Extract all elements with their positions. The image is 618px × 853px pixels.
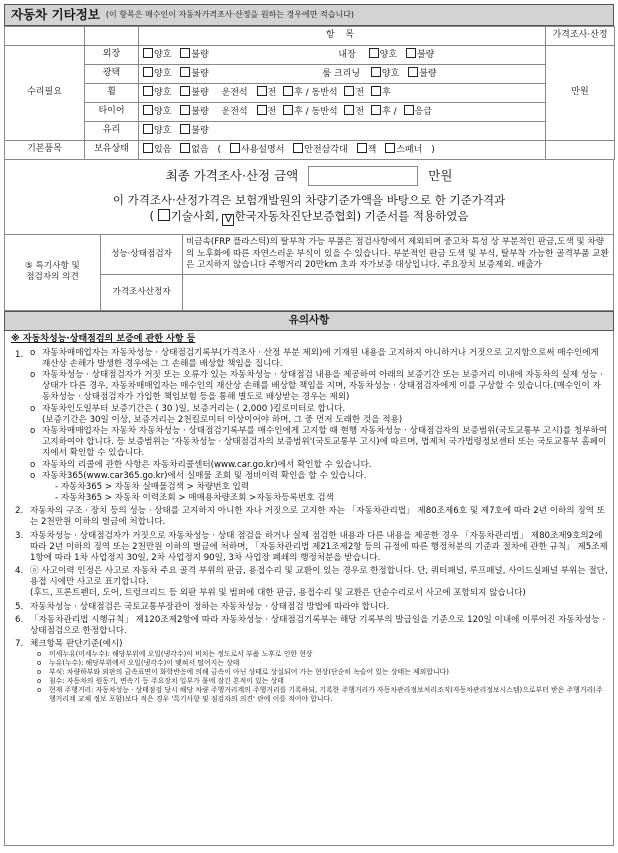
list-item: o 현재 주행거리: 자동차성능 · 상태점검 당시 해당 차량 주행거리계의 주행거리를 기록하되, 기록한 주행거리가 자동차관리정보처리조직(자동차관리정보시스템)으로부터 받은 주행거리(주행거리계 교체 정보 포함)보다 적은 경우 '특기사항 및 점검자의 의견' 란에 이를 적어야 합니다. <box>37 686 603 704</box>
list-item: o 자동차매매업자는 자동차 자동차성능 · 상태점검기록부를 매수인에게 고지할 때 현행 자동차성능 · 상태점검자의 보증범위(국토교통부 고시)를 청부하여 고지하여야 합니다. 등 보증범위는 '자동차성능 · 상태점검자의 보증범위'(국토교통부 고시)에 따르며, 법제처 국가법령정보센터 또는 국토교통부 홈페이지에서 확인할 수 있습니다. <box>30 426 608 459</box>
option-label: 불량 <box>191 88 209 99</box>
glass-label: 유리 <box>85 122 139 141</box>
list-item: o 미세누유(미세누수): 해당부위에 오일(냉각수)이 비치는 정도로서 부품 노후로 인한 현상 <box>37 650 313 659</box>
list-item: o 누유(누수): 해당부위에서 오일(냉각수)이 맺혀서 떨어지는 상태 <box>37 659 240 668</box>
option-label: 잭 <box>367 145 377 156</box>
option-label: 후 / <box>382 107 397 118</box>
list-item: o 자동차365(www.car365.go.kr)에서 실매물 조회 및 정비이력 확인을 할 수 있습니다. <box>30 470 367 481</box>
option-label: 스패너 <box>396 145 423 156</box>
list-item: o 부식: 차량하부와 외판의 금속표면이 화학반응에 의해 금속이 아닌 상태로 상실되어 가는 현상(단순히 녹슬어 있는 상태는 제외합니다) <box>37 668 449 677</box>
wheel-options <box>139 84 546 103</box>
opinion-label-line-1: ⑤ 특기사항 및 <box>25 261 80 272</box>
warning-triangle-checkbox[interactable] <box>293 143 303 153</box>
tire-driver-rear-checkbox[interactable] <box>283 105 293 115</box>
list-item: o 자동차매매업자는 자동차성능 · 상태점검기록부(가격조사 · 산정 부분 제외)에 기재된 내용을 고지하지 아니하거나 거짓으로 고지함으로써 매수인에게 재산상 손해가 발생한 경우에는 그 손해를 배상할 책임을 집니다. <box>30 347 599 369</box>
paren: ) <box>431 145 435 156</box>
tire-good-checkbox[interactable] <box>143 105 153 115</box>
no-items-checkbox[interactable] <box>180 143 190 153</box>
notice-item: 7. 체크항목 판단기준(예시) <box>15 639 123 650</box>
final-price-label: 최종 가격조사·산정 금액 <box>165 167 299 183</box>
notice-section <box>4 331 614 846</box>
option-label: 불량 <box>191 69 209 80</box>
tire-passenger-front-checkbox[interactable] <box>344 105 354 115</box>
spanner-checkbox[interactable] <box>385 143 395 153</box>
option-label: 없음 <box>191 145 209 156</box>
wheel-driver-label: 운전석 <box>221 88 248 99</box>
jack-checkbox[interactable] <box>357 143 367 153</box>
final-price-unit: 만원 <box>428 167 453 183</box>
option-label: 전 <box>267 107 277 118</box>
option-label: 안전삼각대 <box>304 145 348 156</box>
repair-table <box>4 26 615 160</box>
option-label: 후 / 동반석 <box>294 107 338 118</box>
option-label: 전 <box>355 88 365 99</box>
interior-bad-checkbox[interactable] <box>406 48 416 58</box>
wheel-driver-front-checkbox[interactable] <box>257 86 267 96</box>
tire-label: 타이어 <box>85 103 139 122</box>
tire-emergency-checkbox[interactable] <box>404 105 414 115</box>
wheel-driver-rear-checkbox[interactable] <box>283 86 293 96</box>
inspector-opinion-text: 비금속(FRP 플라스틱)의 탈부착 가능 부품은 점검사항에서 제외되며 중고차 특성 상 부분적인 판금,도색 및 차량의 노후화에 따른 자연스러운 부식이 있을 수 있습니다. 부분적인 판금 도색 및 부식, 탈부착 가능한 골격부품 교환은 고지하지 않습니다 주행거리 20만km 초과 자가보증 대상입니다. 주요장치 보증제외. 배출가 <box>183 234 614 274</box>
list-item: o 자동차인도일부터 보증기간은 ( 30 )일, 보증거리는 ( 2,000 )킬로미터로 합니다. <box>30 403 346 414</box>
room-cleaning-good-checkbox[interactable] <box>371 67 381 77</box>
option-label: 사용설명서 <box>240 145 285 156</box>
opinion-table <box>4 234 614 311</box>
room-cleaning-label: 룸 크리닝 <box>322 69 361 80</box>
exterior-options <box>139 46 546 65</box>
notice-item: 2. 자동차의 구조 · 장치 등의 성능 · 상태를 고지하지 아니한 자나 거짓으로 고지한 자는 「자동차관리법」 제80조제6호 및 제7호에 따라 2년 이하의 징역 또는 2천만원 이하의 벌금에 처합니다. <box>15 506 605 528</box>
paren: ( <box>217 145 222 156</box>
gloss-label: 광택 <box>85 65 139 84</box>
basic-items-label: 기본품목 <box>5 141 85 160</box>
basis-option-1: 기술사회, <box>170 208 219 223</box>
notice-heading: ※ 자동차성능·상태점검의 보증에 관한 사항 등 <box>11 333 196 344</box>
exterior-bad-checkbox[interactable] <box>180 48 190 58</box>
option-label: 후 / 동반석 <box>294 88 338 99</box>
exterior-good-checkbox[interactable] <box>143 48 153 58</box>
gloss-bad-checkbox[interactable] <box>180 67 190 77</box>
basis-line-2 <box>5 209 613 226</box>
basis-line-1: 이 가격조사·산정가격은 보험개발원의 차량기준가액을 바탕으로 한 기준가격과 <box>112 193 506 207</box>
wheel-passenger-front-checkbox[interactable] <box>344 86 354 96</box>
tire-driver-front-checkbox[interactable] <box>257 105 267 115</box>
option-label: 불량 <box>191 126 209 137</box>
option-label: 불량 <box>191 50 209 61</box>
glass-options <box>139 122 546 141</box>
list-item: o 자동차의 리콜에 관한 사항은 자동차리콜센터(www.car.go.kr)에서 확인할 수 있습니다. <box>30 459 372 470</box>
interior-good-checkbox[interactable] <box>369 48 379 58</box>
section-note: (이 항목은 매수인이 자동차가격조사·산정을 원하는 경우에만 적습니다) <box>105 9 355 19</box>
option-label: 불량 <box>419 69 437 80</box>
tire-passenger-rear-checkbox[interactable] <box>371 105 381 115</box>
basis-tail: 기준서를 적용하였음 <box>364 208 469 223</box>
inspector-label: 성능·상태점검자 <box>101 234 183 274</box>
tire-options <box>139 103 546 122</box>
section-header <box>4 4 614 26</box>
route-line: - 자동차365 > 자동차 이력조회 > 매매용차량조회 >자동차등록번호 검색 <box>55 493 334 504</box>
wheel-good-checkbox[interactable] <box>143 86 153 96</box>
interior-label: 내장 <box>338 50 356 61</box>
tire-driver-label: 운전석 <box>221 107 248 118</box>
wheel-passenger-rear-checkbox[interactable] <box>371 86 381 96</box>
wheel-label: 휠 <box>85 84 139 103</box>
option-label: 있음 <box>154 145 172 156</box>
price-unit-label: 만원 <box>546 46 615 141</box>
has-items-checkbox[interactable] <box>143 143 153 153</box>
option-label: 불량 <box>416 50 435 61</box>
vehicle-other-info-form <box>4 4 614 850</box>
item-column-header: 항 목 <box>139 27 546 46</box>
option-label: 후 <box>382 88 391 99</box>
gloss-options <box>139 65 546 84</box>
option-label: 양호 <box>154 107 172 118</box>
manual-checkbox[interactable] <box>230 143 240 153</box>
section-title: 자동차 기타정보 <box>11 6 100 22</box>
option-label: 전 <box>355 107 365 118</box>
option-label: 양호 <box>381 69 400 80</box>
opinion-label <box>5 234 101 310</box>
room-cleaning-bad-checkbox[interactable] <box>408 67 418 77</box>
option-label: 전 <box>267 88 277 99</box>
option-label: 양호 <box>154 126 172 137</box>
price-column-header: 가격조사·산정 <box>546 27 615 46</box>
option-label: 양호 <box>379 50 398 61</box>
option-label: 불량 <box>191 107 209 118</box>
notice-item-1-subs <box>11 348 608 504</box>
basis-option-2: 한국자동차진단보증협회) <box>234 208 362 223</box>
glass-good-checkbox[interactable] <box>143 124 153 134</box>
gloss-good-checkbox[interactable] <box>143 67 153 77</box>
tire-bad-checkbox[interactable] <box>180 105 190 115</box>
basic-items-options <box>139 141 546 160</box>
appraiser-opinion-field[interactable] <box>183 274 614 310</box>
notice-item: 6. 「자동차관리법 시행규칙」 제120조제2항에 따라 자동차성능 · 상태점검기록부는 해당 기록부의 발급일을 기준으로 120일 이내에 이루어진 자동차성능 · 상태점검으로 한정합니다. <box>15 614 606 636</box>
list-item: o 침수: 자동차의 원동기, 변속기 등 주요장치 일부가 물에 잠긴 흔적이 있는 상태 <box>37 677 284 686</box>
notice-item: 4. ⓐ 사고이력 인정은 사고로 자동차 주요 골격 부위의 판금, 용접수리 및 교환이 있는 경우로 한정합니다. 단, 쿼터패널, 루프패널, 사이드실패널 부위는 절단, 용접 시에만 사고로 표기합니다. (후드, 프론트펜더, 도어, 트렁크리드 등 외판 부위 및 범퍼에 대한 판금, 용접수리 및 교환은 단순수리로서 사고에 포함되지 않습니다) <box>15 566 608 599</box>
exterior-label: 외장 <box>85 46 139 65</box>
option-label: 양호 <box>154 50 172 61</box>
final-price-field[interactable] <box>308 166 418 186</box>
glass-bad-checkbox[interactable] <box>180 124 190 134</box>
warranty-note: (보증기간은 30일 이상, 보증거리는 2천킬로미터 이상이어야 하며, 그 중 먼저 도래한 것을 적용) <box>42 414 403 425</box>
holding-status-label: 보유상태 <box>85 141 139 160</box>
route-line: - 자동차365 > 자동차 실매물검색 > 차량번호 입력 <box>55 481 250 492</box>
repair-needed-label: 수리필요 <box>5 46 85 141</box>
notice-number: 1. <box>15 349 24 360</box>
notice-item: 3. 자동차성능 · 상태점검자가 거짓으로 자동차성능 · 상태 점검을 하거나 실제 점검한 내용과 다른 내용을 제공한 경우 「자동차관리법」 제80조제9호의2에 따라 2년 이하의 징역 또는 2천만원 이하의 벌금에 처하며, 「자동차관리법 제21조제2항 등의 규정에 따른 행정처분의 기준과 절차에 관한 규칙」 제5조제1항에 따라 1차 사업정지 30일, 2차 사업정지 90일, 3차 사업장 폐쇄의 행정처분을 받습니다. <box>15 530 608 563</box>
option-label: 양호 <box>154 88 172 99</box>
option-label: 양호 <box>154 69 172 80</box>
paren: ( <box>149 208 155 223</box>
opinion-label-line-2: 점검자의 의견 <box>26 272 79 283</box>
notice-item: 5. 자동차성능 · 상태점검은 국토교통부장관이 정하는 자동차성능 · 상태점검 방법에 따라야 합니다. <box>15 601 390 612</box>
criteria-list <box>11 650 608 704</box>
notice-title: 유의사항 <box>4 311 614 331</box>
final-price-section <box>4 160 614 234</box>
appraiser-label: 가격조사산정자 <box>101 274 183 310</box>
kadwa-checkbox-checked[interactable]: V <box>222 214 234 226</box>
wheel-bad-checkbox[interactable] <box>180 86 190 96</box>
option-label: 응급 <box>414 107 432 118</box>
list-item: o 자동차성능 · 상태점검자가 거짓 또는 오류가 있는 자동차성능 · 상태점검 내용을 제공하여 아래의 보증기간 또는 보증거리 이내에 자동차의 실제 성능 · 상태가 다른 경우, 자동차매매업자는 매수인의 재산상 손해를 배상할 책임을 지며, 자동차성능 · 상태점검자에게 이를 구상할 수 있습니다.(매수인이 자동차성능 · 상태점검자가 가입한 책임보험 등을 통해 별도로 배상받는 경우는 제외) <box>30 370 603 403</box>
engineers-society-checkbox[interactable] <box>158 209 170 221</box>
